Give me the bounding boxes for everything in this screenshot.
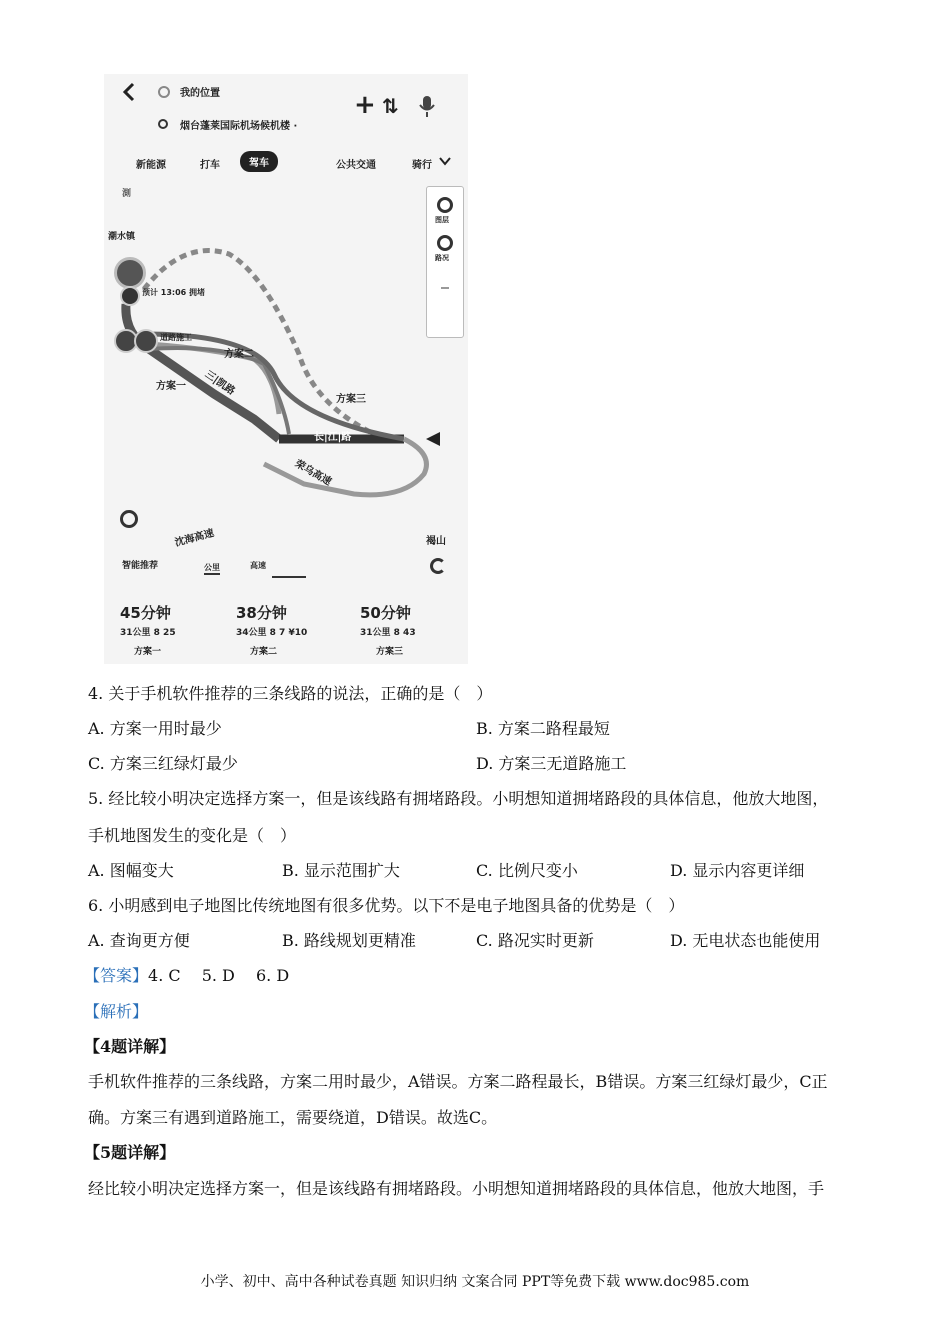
answer-value: 4. C 5. D 6. D bbox=[148, 966, 290, 985]
analysis-label: 【解析】 bbox=[84, 1002, 149, 1021]
question-6-stem: 6. 小明感到电子地图比传统地图有很多优势。以下不是电子地图具备的优势是（ ） bbox=[88, 896, 685, 915]
congestion-marker-icon bbox=[120, 286, 140, 306]
navigation-map-screenshot bbox=[104, 74, 468, 664]
road-gaosu-label: 荣乌高速 bbox=[292, 458, 334, 488]
q5-detail-heading: 【5题详解】 bbox=[84, 1143, 176, 1162]
route-two-label: 方案二 bbox=[224, 349, 254, 360]
question-5-option-d: D. 显示内容更详细 bbox=[670, 861, 805, 880]
question-4-stem: 4. 关于手机软件推荐的三条线路的说法，正确的是（ ） bbox=[88, 684, 493, 703]
tab-a-label: 公里 bbox=[204, 562, 220, 575]
question-4-option-c: C. 方案三红绿灯最少 bbox=[88, 754, 238, 773]
question-4-option-a: A. 方案一用时最少 bbox=[88, 719, 222, 738]
mountain-label: 褐山 bbox=[426, 536, 446, 547]
map-corner-label: 測 bbox=[122, 189, 132, 199]
plan-1-time: 45分钟 bbox=[120, 604, 171, 622]
route-one-label: 方案一 bbox=[156, 381, 186, 392]
plan-3-meta: 31公里 8 43 bbox=[360, 628, 416, 638]
question-4-option-b: B. 方案二路程最短 bbox=[476, 719, 610, 738]
question-5-stem-line1: 5. 经比较小明决定选择方案一，但是该线路有拥堵路段。小明想知道拥堵路段的具体信息，他放大地图， bbox=[88, 789, 829, 808]
route-lines bbox=[104, 74, 468, 574]
question-5-option-a: A. 图幅变大 bbox=[88, 861, 174, 880]
origin-text: 我的位置 bbox=[180, 88, 220, 99]
mode-driving: 驾车 bbox=[240, 151, 278, 172]
q5-detail-line1: 经比较小明决定选择方案一，但是该线路有拥堵路段。小明想知道拥堵路段的具体信息，他放大地图，手 bbox=[88, 1179, 825, 1198]
layer-label: 图层 bbox=[435, 216, 449, 224]
plan-3-time: 50分钟 bbox=[360, 604, 411, 622]
question-6-option-c: C. 路况实时更新 bbox=[476, 931, 594, 950]
road-sanlu-label: 三|凯路 bbox=[202, 368, 237, 398]
congestion-label: 预计 13:06 拥堵 bbox=[142, 288, 206, 297]
tab-underline bbox=[272, 576, 306, 578]
construction-marker-icon-2 bbox=[134, 329, 158, 353]
question-5-stem-line2: 手机地图发生的变化是（ ） bbox=[88, 826, 297, 845]
plan-2-name: 方案二 bbox=[250, 647, 278, 657]
question-5-option-c: C. 比例尺变小 bbox=[476, 861, 578, 880]
question-5-option-b: B. 显示范围扩大 bbox=[282, 861, 400, 880]
mode-new-energy: 新能源 bbox=[136, 160, 166, 171]
route-three-label: 方案三 bbox=[336, 394, 366, 405]
traffic-label: 路况 bbox=[435, 254, 449, 262]
answer-label: 【答案】 bbox=[84, 966, 149, 985]
question-6-option-d: D. 无电状态也能使用 bbox=[670, 931, 821, 950]
q4-detail-line2: 确。方案三有遇到道路施工，需要绕道，D错误。故选C。 bbox=[88, 1108, 498, 1127]
mode-cycling: 骑行 bbox=[412, 160, 432, 171]
plan-3-name: 方案三 bbox=[376, 647, 404, 657]
question-4-option-d: D. 方案三无道路施工 bbox=[476, 754, 627, 773]
plan-1-meta: 31公里 8 25 bbox=[120, 628, 176, 638]
locate-icon bbox=[120, 510, 138, 528]
q4-detail-line1: 手机软件推荐的三条线路，方案二用时最少，A错误。方案二路程最长，B错误。方案三红绿灯最少，C正 bbox=[88, 1072, 828, 1091]
tab-b-label: 高速 bbox=[250, 561, 266, 570]
smart-recommend-label: 智能推荐 bbox=[122, 561, 159, 571]
plan-1-name: 方案一 bbox=[134, 647, 162, 657]
start-marker-icon bbox=[114, 257, 146, 289]
construction-label: 道路施工 bbox=[160, 333, 192, 342]
refresh-icon bbox=[430, 558, 446, 574]
plan-2-time: 38分钟 bbox=[236, 604, 287, 622]
page-footer: 小学、初中、高中各种试卷真题 知识归纳 文案合同 PPT等免费下载 www.doc985.com bbox=[200, 1274, 750, 1290]
plan-2-meta: 34公里 8 7 ¥10 bbox=[236, 628, 308, 638]
q4-detail-heading: 【4题详解】 bbox=[84, 1037, 176, 1056]
question-6-option-a: A. 查询更方便 bbox=[88, 931, 190, 950]
answer-line bbox=[84, 966, 289, 986]
road-changjiang-label: 长|江|路 bbox=[314, 432, 352, 443]
swap-icon: ⇅ bbox=[382, 94, 399, 118]
road-shenhai-label: 沈海高速 bbox=[173, 527, 216, 549]
add-waypoint-icon: + bbox=[354, 90, 376, 120]
question-6-option-b: B. 路线规划更精准 bbox=[282, 931, 416, 950]
destination-text: 烟台蓬莱国际机场候机楼 · bbox=[180, 121, 298, 132]
mode-public-transit: 公共交通 bbox=[336, 160, 376, 171]
region-top-label: 潮水镇 bbox=[108, 232, 136, 242]
mode-taxi: 打车 bbox=[200, 160, 220, 171]
